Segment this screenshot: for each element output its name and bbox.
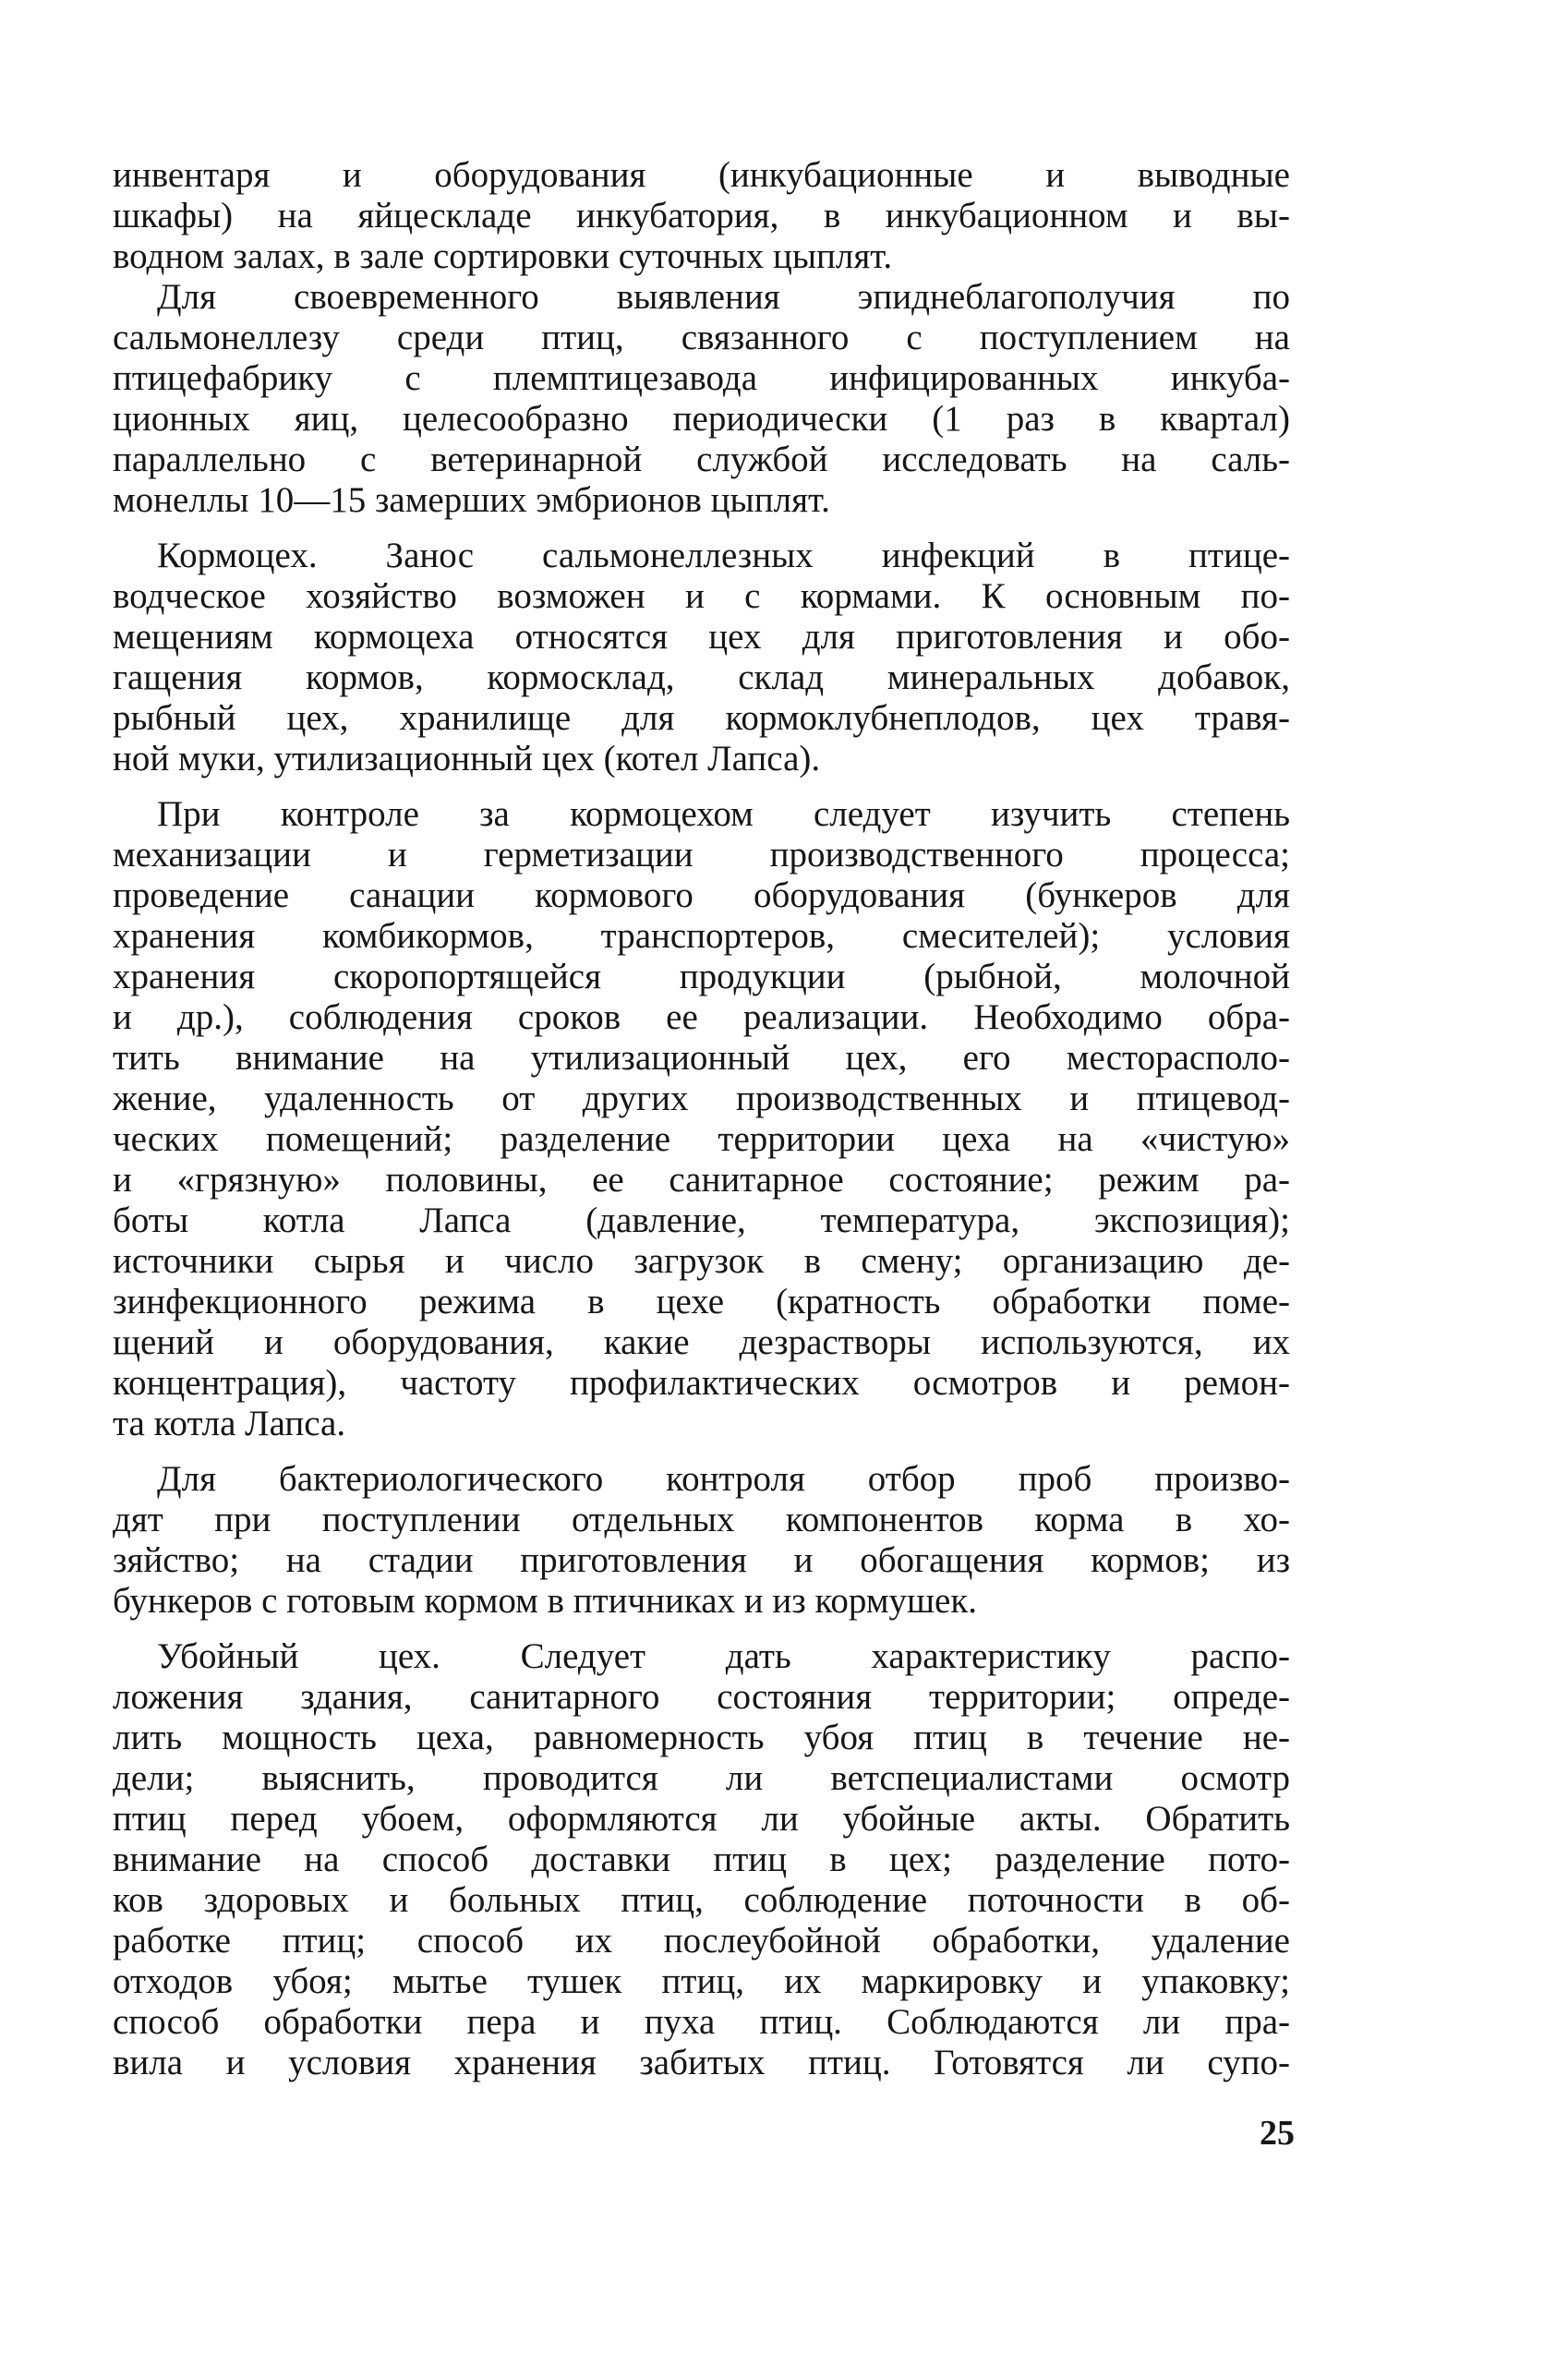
- text-line: шкафы) на яйцескладе инкубатория, в инкубационном и вы-: [113, 196, 1290, 235]
- text-line: монеллы 10—15 замерших эмбрионов цыплят.: [113, 480, 830, 520]
- text-line: зинфекционного режима в цехе (кратность обработки поме-: [113, 1282, 1290, 1321]
- paragraph-gap: [113, 1622, 1290, 1636]
- text-line: зяйство; на стадии приготовления и обогащения кормов; из: [113, 1540, 1290, 1580]
- text-line: ложения здания, санитарного состояния территории; опреде-: [113, 1677, 1290, 1717]
- text-line: параллельно с ветеринарной службой исследовать на саль-: [113, 440, 1290, 479]
- text-line: дят при поступлении отдельных компонентов корма в хо-: [113, 1500, 1290, 1539]
- text-line: та котла Лапса.: [113, 1404, 346, 1443]
- paragraph-gap: [113, 1444, 1290, 1459]
- text-line: водческое хозяйство возможен и с кормами. К основным по-: [113, 576, 1290, 616]
- text-line: сальмонеллезу среди птиц, связанного с поступлением на: [113, 318, 1290, 357]
- text-line: птиц перед убоем, оформляются ли убойные акты. Обратить: [113, 1799, 1290, 1839]
- text-line: рыбный цех, хранилище для кормоклубнеплодов, цех травя-: [113, 698, 1290, 738]
- text-line: концентрация), частоту профилактических осмотров и ремон-: [113, 1363, 1290, 1403]
- text-line: проведение санации кормового оборудования (бункеров для: [113, 875, 1290, 915]
- text-line: ческих помещений; разделение территории цеха на «чистую»: [113, 1119, 1290, 1159]
- body-text: [113, 155, 1290, 2083]
- text-line: При контроле за кормоцехом следует изучить степень: [157, 794, 1290, 834]
- text-line: хранения комбикормов, транспортеров, смесителей); условия: [113, 916, 1290, 956]
- text-line: и «грязную» половины, ее санитарное состояние; режим ра-: [113, 1160, 1290, 1200]
- text-line: лить мощность цеха, равномерность убоя птиц в течение не-: [113, 1718, 1290, 1757]
- paragraph: [113, 1459, 1290, 1622]
- text-line: щений и оборудования, какие дезрастворы используются, их: [113, 1322, 1290, 1362]
- text-line: ционных яиц, целесообразно периодически (1 раз в квартал): [113, 399, 1290, 439]
- paragraph-gap: [113, 521, 1290, 536]
- text-line: мещениям кормоцеха относятся цех для приготовления и обо-: [113, 617, 1290, 657]
- paragraph: [113, 155, 1290, 277]
- text-line: водном залах, в зале сортировки суточных цыплят.: [113, 236, 893, 276]
- paragraph: [113, 536, 1290, 779]
- text-line: бункеров с готовым кормом в птичниках и из кормушек.: [113, 1581, 978, 1621]
- paragraph-gap: [113, 779, 1290, 794]
- text-line: инвентаря и оборудования (инкубационные и выводные: [113, 155, 1290, 195]
- text-line: и др.), соблюдения сроков ее реализации. Необходимо обра-: [113, 997, 1290, 1037]
- text-line: дели; выяснить, проводится ли ветспециалистами осмотр: [113, 1758, 1290, 1798]
- text-line: гащения кормов, кормосклад, склад минеральных добавок,: [113, 658, 1290, 697]
- text-line: хранения скоропортящейся продукции (рыбной, молочной: [113, 957, 1290, 996]
- text-line: работке птиц; способ их послеубойной обработки, удаление: [113, 1921, 1290, 1961]
- paragraph: [113, 277, 1290, 521]
- text-line: боты котла Лапса (давление, температура, экспозиция);: [113, 1201, 1290, 1240]
- text-line: жение, удаленность от других производственных и птицевод-: [113, 1079, 1290, 1118]
- text-line: внимание на способ доставки птиц в цех; разделение пото-: [113, 1840, 1290, 1879]
- page-number: 25: [1260, 2114, 1295, 2153]
- text-line: источники сырья и число загрузок в смену; организацию де-: [113, 1241, 1290, 1281]
- text-line: Убойный цех. Следует дать характеристику распо-: [157, 1636, 1290, 1676]
- text-line: Кормоцех. Занос сальмонеллезных инфекций в птице-: [157, 536, 1290, 575]
- text-line: вила и условия хранения забитых птиц. Готовятся ли супо-: [113, 2043, 1290, 2082]
- paragraph: [113, 794, 1290, 1444]
- text-line: ков здоровых и больных птиц, соблюдение поточности в об-: [113, 1880, 1290, 1920]
- text-line: способ обработки пера и пуха птиц. Соблюдаются ли пра-: [113, 2002, 1290, 2042]
- text-line: птицефабрику с племптицезавода инфицированных инкуба-: [113, 358, 1290, 398]
- text-line: механизации и герметизации производственного процесса;: [113, 835, 1290, 875]
- paragraph: [113, 1636, 1290, 2083]
- text-line: тить внимание на утилизационный цех, его месторасполо-: [113, 1038, 1290, 1078]
- text-line: ной муки, утилизационный цех (котел Лапса).: [113, 739, 821, 778]
- text-line: Для своевременного выявления эпиднеблагополучия по: [157, 277, 1290, 317]
- text-line: Для бактериологического контроля отбор проб произво-: [157, 1459, 1290, 1499]
- text-line: отходов убоя; мытье тушек птиц, их маркировку и упаковку;: [113, 1961, 1290, 2001]
